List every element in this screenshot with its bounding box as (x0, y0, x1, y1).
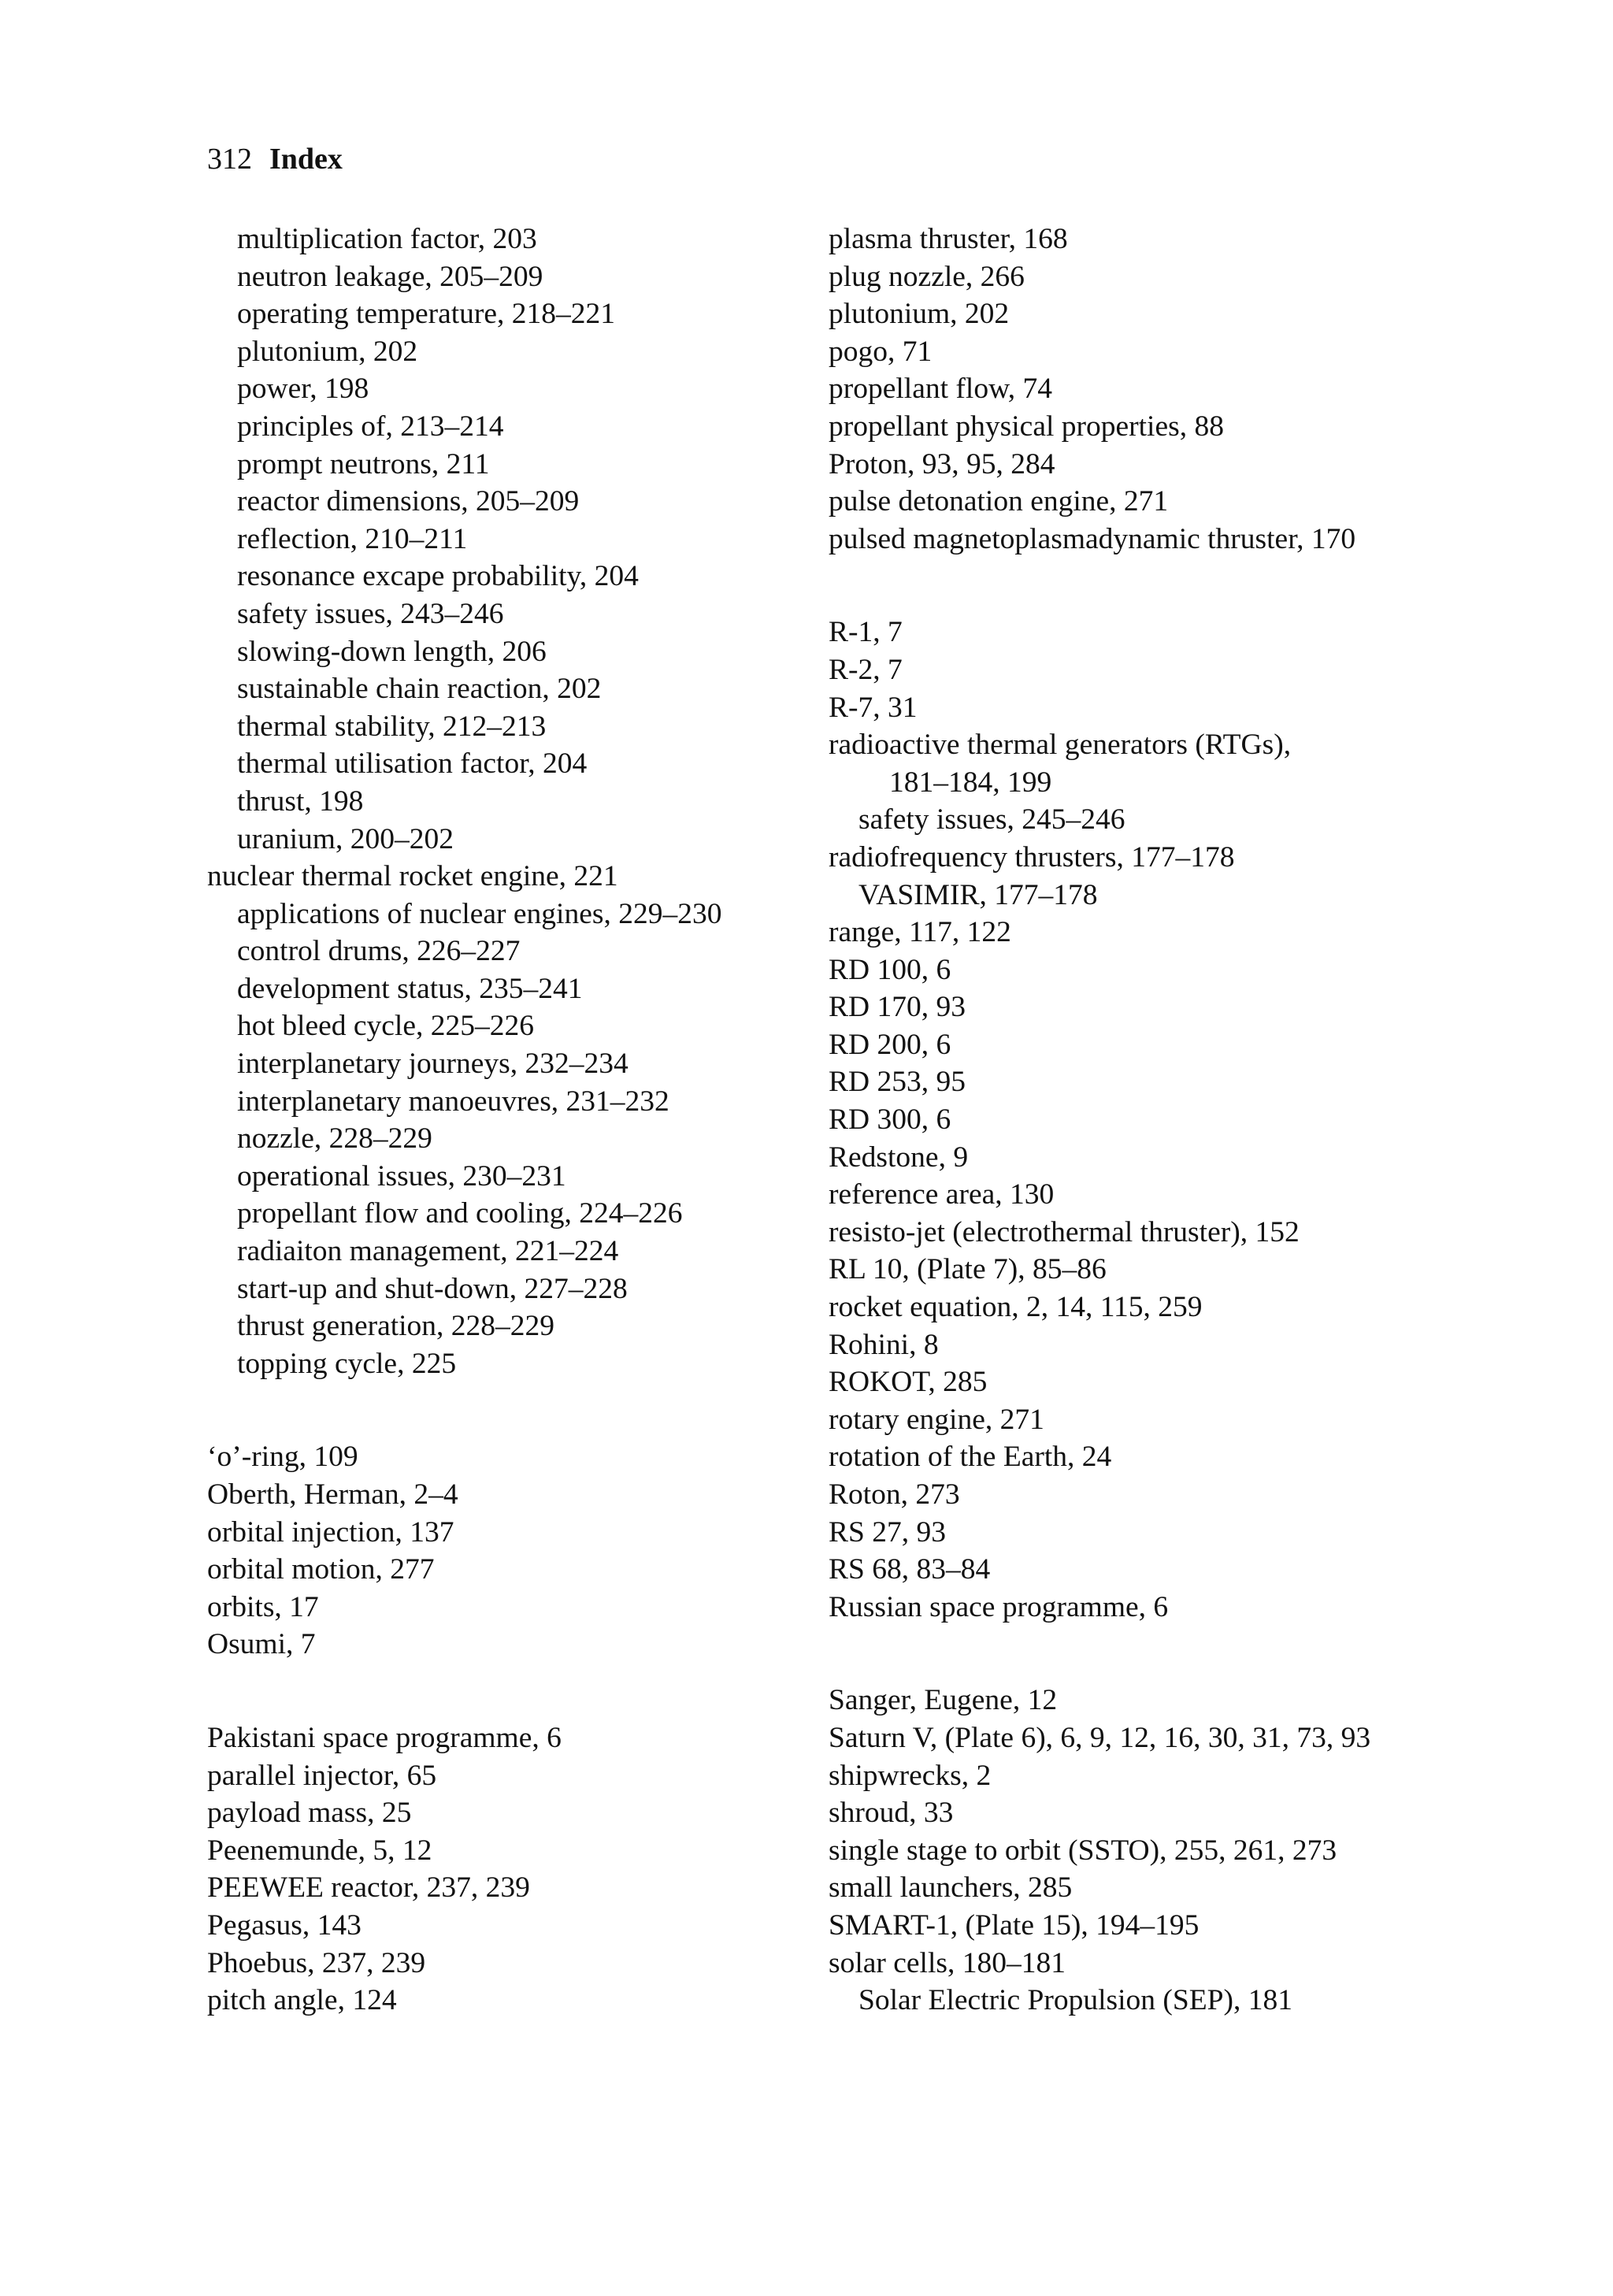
index-entry: range, 117, 122 (829, 916, 1011, 949)
index-entry: rotary engine, 271 (829, 1403, 1044, 1436)
section-title: Index (269, 143, 343, 176)
index-entry: ‘o’-ring, 109 (207, 1441, 358, 1474)
running-head (207, 140, 343, 178)
index-entry: payload mass, 25 (207, 1797, 412, 1830)
index-subentry: operating temperature, 218–221 (237, 298, 616, 331)
page-number: 312 (207, 143, 252, 176)
index-column-right (829, 221, 1427, 2020)
index-entry: rocket equation, 2, 14, 115, 259 (829, 1291, 1203, 1324)
index-entry: parallel injector, 65 (207, 1759, 437, 1792)
index-subentry: hot bleed cycle, 225–226 (237, 1010, 534, 1043)
index-subentry: resonance excape probability, 204 (237, 560, 639, 593)
index-subentry: Solar Electric Propulsion (SEP), 181 (858, 1984, 1292, 2017)
index-entry: nuclear thermal rocket engine, 221 (207, 860, 618, 893)
index-subentry: power, 198 (237, 373, 369, 406)
index-entry: propellant physical properties, 88 (829, 410, 1224, 443)
index-entry: plutonium, 202 (829, 298, 1010, 331)
index-entry: RS 27, 93 (829, 1515, 946, 1549)
index-entry: pulse detonation engine, 271 (829, 485, 1169, 518)
index-entry: RL 10, (Plate 7), 85–86 (829, 1253, 1107, 1286)
index-entry: RD 170, 93 (829, 991, 966, 1024)
index-entry: solar cells, 180–181 (829, 1946, 1066, 1979)
index-subentry: thrust generation, 228–229 (237, 1310, 555, 1343)
index-subentry: topping cycle, 225 (237, 1347, 457, 1380)
index-subentry: plutonium, 202 (237, 335, 418, 368)
index-entry: RD 100, 6 (829, 953, 951, 986)
index-entry: Phoebus, 237, 239 (207, 1946, 426, 1979)
letter-group-spacer (829, 558, 1427, 614)
index-subentry: VASIMIR, 177–178 (858, 878, 1098, 911)
index-subentry: interplanetary manoeuvres, 231–232 (237, 1085, 669, 1118)
index-entry: pulsed magnetoplasmadynamic thruster, 170 (829, 522, 1356, 555)
index-entry: SMART-1, (Plate 15), 194–195 (829, 1908, 1200, 1942)
index-entry: shroud, 33 (829, 1797, 954, 1830)
index-subentry: control drums, 226–227 (237, 935, 521, 968)
index-subentry: principles of, 213–214 (237, 410, 504, 443)
index-subentry: radiaiton management, 221–224 (237, 1235, 619, 1268)
index-column-left (207, 221, 806, 2020)
index-entry: Peenemunde, 5, 12 (207, 1834, 432, 1867)
index-entry: Russian space programme, 6 (829, 1590, 1169, 1623)
index-entry: plasma thruster, 168 (829, 223, 1068, 255)
index-entry: resisto-jet (electrothermal thruster), 152 (829, 1215, 1300, 1248)
index-entry: reference area, 130 (829, 1178, 1055, 1211)
index-entry: RD 300, 6 (829, 1103, 951, 1137)
index-subentry: nozzle, 228–229 (237, 1122, 432, 1155)
index-entry: Saturn V, (Plate 6), 6, 9, 12, 16, 30, 31, 73, 93 (829, 1721, 1371, 1754)
index-entry: R-1, 7 (829, 616, 903, 649)
index-entry: radioactive thermal generators (RTGs), (829, 729, 1292, 762)
index-entry: Pegasus, 143 (207, 1908, 362, 1942)
index-entry: pogo, 71 (829, 335, 933, 368)
letter-group-spacer (207, 1664, 806, 1719)
index-entry: Pakistani space programme, 6 (207, 1721, 562, 1754)
index-entry: RS 68, 83–84 (829, 1553, 991, 1586)
index-entry: propellant flow, 74 (829, 373, 1052, 406)
index-entry: Rohini, 8 (829, 1328, 939, 1361)
index-subentry: 181–184, 199 (889, 766, 1052, 799)
index-subentry: sustainable chain reaction, 202 (237, 673, 602, 706)
index-subentry: multiplication factor, 203 (237, 223, 537, 255)
index-subentry: uranium, 200–202 (237, 822, 454, 855)
index-entry: Roton, 273 (829, 1478, 960, 1511)
index-entry: RD 200, 6 (829, 1028, 951, 1061)
index-entry: Oberth, Herman, 2–4 (207, 1478, 458, 1511)
index-entry: R-2, 7 (829, 653, 903, 686)
index-subentry: thermal stability, 212–213 (237, 710, 547, 743)
index-entry: shipwrecks, 2 (829, 1759, 992, 1792)
index-entry: Proton, 93, 95, 284 (829, 447, 1055, 480)
index-entry: small launchers, 285 (829, 1871, 1073, 1905)
index-subentry: interplanetary journeys, 232–234 (237, 1048, 629, 1081)
index-subentry: development status, 235–241 (237, 972, 583, 1005)
index-subentry: neutron leakage, 205–209 (237, 260, 543, 293)
index-subentry: applications of nuclear engines, 229–230 (237, 897, 722, 930)
index-subentry: thrust, 198 (237, 784, 364, 818)
index-entry: ROKOT, 285 (829, 1366, 988, 1399)
index-entry: orbital injection, 137 (207, 1515, 454, 1549)
index-subentry: prompt neutrons, 211 (237, 447, 490, 480)
index-subentry: slowing-down length, 206 (237, 635, 547, 668)
index-subentry: reflection, 210–211 (237, 522, 468, 555)
index-entry: orbits, 17 (207, 1590, 319, 1623)
index-entry: Sanger, Eugene, 12 (829, 1684, 1058, 1717)
index-entry: Osumi, 7 (207, 1628, 316, 1661)
index-entry: Redstone, 9 (829, 1141, 969, 1174)
index-entry: PEEWEE reactor, 237, 239 (207, 1871, 530, 1905)
index-entry: orbital motion, 277 (207, 1553, 435, 1586)
index-entry: RD 253, 95 (829, 1066, 966, 1099)
index-subentry: operational issues, 230–231 (237, 1159, 566, 1193)
index-subentry: thermal utilisation factor, 204 (237, 747, 588, 781)
index-subentry: safety issues, 243–246 (237, 597, 504, 630)
index-subentry: safety issues, 245–246 (858, 803, 1125, 836)
index-entry: rotation of the Earth, 24 (829, 1441, 1112, 1474)
index-entry: pitch angle, 124 (207, 1984, 397, 2017)
index-entry: radiofrequency thrusters, 177–178 (829, 840, 1235, 874)
letter-group-spacer (207, 1382, 806, 1438)
index-entry: single stage to orbit (SSTO), 255, 261, 273 (829, 1834, 1337, 1867)
index-subentry: start-up and shut-down, 227–228 (237, 1272, 628, 1305)
index-entry: R-7, 31 (829, 691, 918, 724)
letter-group-spacer (829, 1626, 1427, 1682)
index-entry: plug nozzle, 266 (829, 260, 1025, 293)
index-subentry: reactor dimensions, 205–209 (237, 485, 580, 518)
index-subentry: propellant flow and cooling, 224–226 (237, 1197, 683, 1230)
